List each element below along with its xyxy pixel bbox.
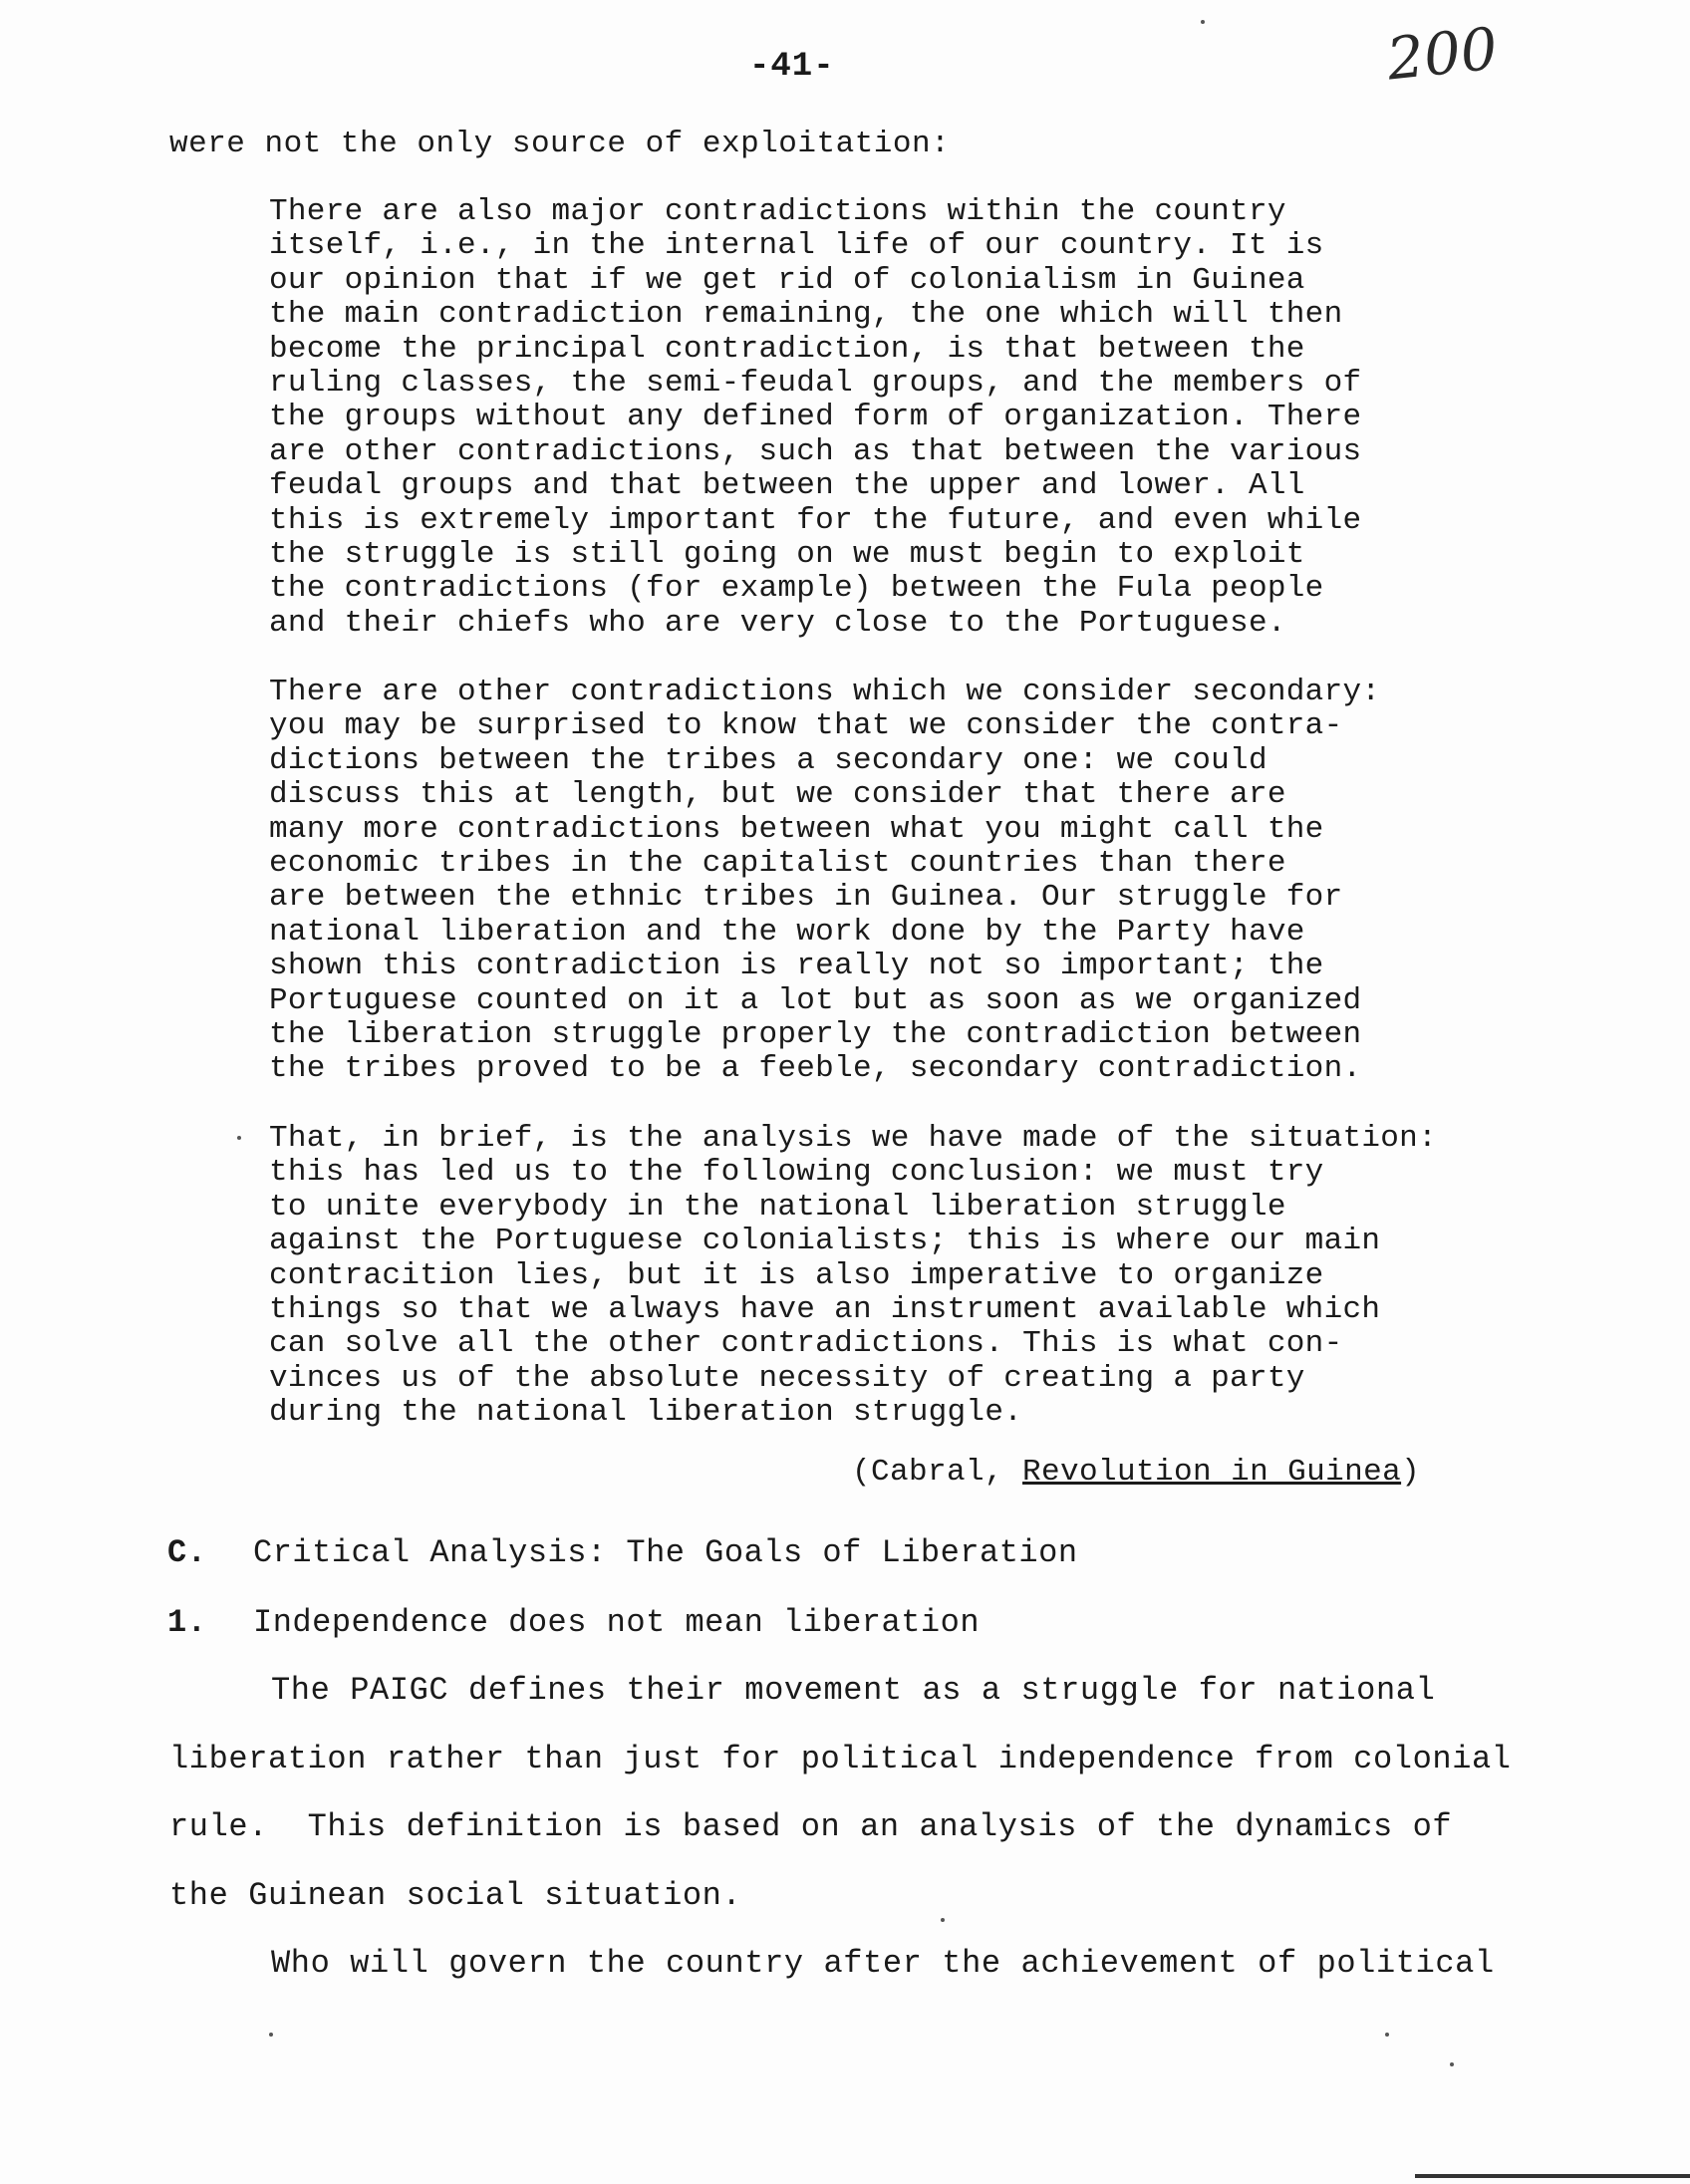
body-line-1: The PAIGC defines their movement as a struggle for national xyxy=(271,1672,1436,1709)
block-quote-paragraph-3 xyxy=(269,1122,1564,1431)
citation-title: Revolution in Guinea xyxy=(1022,1455,1402,1490)
body-line-4: the Guinean social situation. xyxy=(169,1877,742,1914)
block-quote-paragraph-2 xyxy=(269,676,1564,1087)
section-title: Critical Analysis: The Goals of Liberation xyxy=(253,1534,1078,1571)
handwritten-page-annotation: 200 xyxy=(1383,14,1501,94)
body-line-3: rule. This definition is based on an analysis of the dynamics of xyxy=(169,1808,1453,1845)
section-heading-c xyxy=(167,1534,1078,1571)
scan-speck xyxy=(1201,20,1205,24)
scan-speck xyxy=(1385,2033,1389,2037)
citation-close: ) xyxy=(1401,1455,1421,1490)
subsection-marker: 1. xyxy=(167,1604,207,1641)
citation-open: (Cabral, xyxy=(852,1455,1023,1490)
subsection-title: Independence does not mean liberation xyxy=(253,1604,981,1641)
lead-in-sentence: were not the only source of exploitation: xyxy=(169,127,951,161)
bottom-edge-rule xyxy=(1415,2174,1690,2178)
scan-speck xyxy=(941,1918,945,1922)
section-marker: C. xyxy=(167,1534,207,1571)
body-line-5: Who will govern the country after the achievement of political xyxy=(271,1945,1495,1982)
scan-speck xyxy=(269,2033,273,2037)
subsection-heading-1 xyxy=(167,1604,980,1641)
scan-speck xyxy=(237,1136,241,1140)
quote-paragraph-1-text: There are also major contradictions within the country itself, i.e., in the internal life of our country. It is our opinion that if we get rid of colonialism in Guinea the main contradiction remaining, the one which will then become the principal contradiction, is that between the ruling classes, the semi-feudal groups, and the members of the groups without any defined form of organization. There are other contradictions, such as that between the various feudal groups and that between the upper and lower. All this is extremely important for the future, and even while the struggle is still going on we must begin to exploit the contradictions (for example) between the Fula people and their chiefs who are very close to the Portuguese. xyxy=(269,194,1362,641)
quote-paragraph-2-text: There are other contradictions which we consider secondary: you may be surprised to know that we consider the contra- dictions between the tribes a secondary one: we could discuss this at length, but we consider that there are many more contradictions between what you might call the economic tribes in the capitalist countries than there are between the ethnic tribes in Guinea. Our struggle for national liberation and the work done by the Party have shown this contradiction is really not so important; the Portuguese counted on it a lot but as soon as we organized the liberation struggle properly the contradiction between the tribes proved to be a feeble, secondary contradiction. xyxy=(269,675,1381,1087)
block-quote-paragraph-1 xyxy=(269,195,1564,641)
quote-paragraph-3-text: That, in brief, is the analysis we have made of the situation: this has led us to the following conclusion: we must try to unite everybody in the national liberation struggle against the Portuguese colonialists; this is where our main contracition lies, but it is also imperative to organize things so that we always have an instrument available which can solve all the other contradictions. This is what con- vinces us of the absolute necessity of creating a party during the national liberation struggle. xyxy=(269,1121,1437,1431)
page-number: -41- xyxy=(749,48,835,86)
scan-speck xyxy=(1450,2062,1454,2066)
body-line-2: liberation rather than just for political independence from colonial xyxy=(169,1741,1512,1777)
quote-citation xyxy=(852,1455,1420,1490)
